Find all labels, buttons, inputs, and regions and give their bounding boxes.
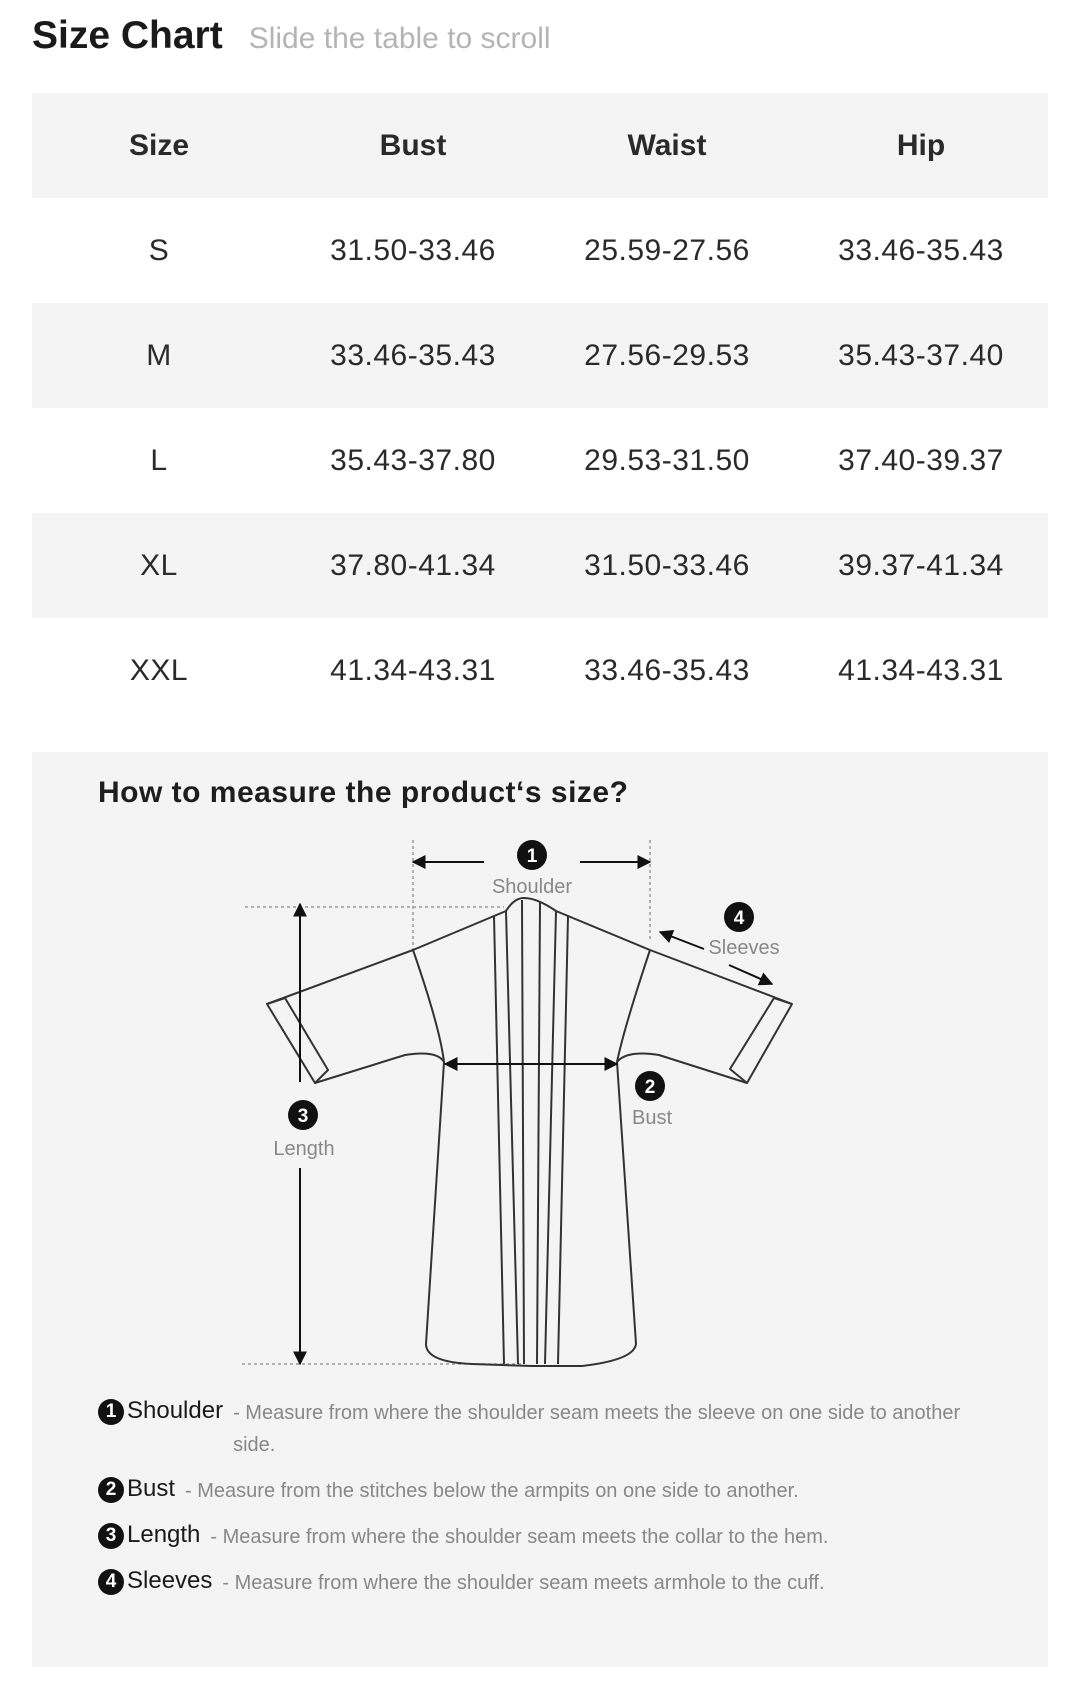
cell-size: XXL <box>129 653 189 687</box>
note-label: Length <box>127 1521 201 1548</box>
sleeves-badge <box>724 902 754 932</box>
robe-measurement-diagram <box>32 752 1048 1392</box>
note-description: - Measure from the stitches below the armpits on one side to another. <box>185 1480 799 1502</box>
sleeve-arrow-up <box>660 932 704 949</box>
note-length <box>98 1521 998 1553</box>
note-label: Bust <box>127 1475 176 1502</box>
measure-guide <box>32 752 1048 1667</box>
number-badge-icon: 4 <box>98 1569 124 1595</box>
cell-hip: 37.40-39.37 <box>838 443 1004 477</box>
cell-hip: 39.37-41.34 <box>838 548 1004 582</box>
column-header-size: Size <box>128 128 190 162</box>
cell-bust: 37.80-41.34 <box>330 548 496 582</box>
table-row <box>32 198 1048 303</box>
number-badge-icon: 2 <box>98 1477 124 1503</box>
svg-text:1: 1 <box>526 846 538 867</box>
cell-bust: 35.43-37.80 <box>330 443 496 477</box>
sleeve-arrow-down <box>729 965 772 984</box>
cell-bust: 31.50-33.46 <box>330 233 496 267</box>
table-row <box>32 303 1048 408</box>
svg-text:2: 2 <box>644 1077 656 1098</box>
length-badge <box>288 1100 318 1130</box>
measurement-notes <box>98 1397 998 1613</box>
cell-hip: 41.34-43.31 <box>838 653 1004 687</box>
sleeves-label: Sleeves <box>708 937 780 959</box>
cell-hip: 33.46-35.43 <box>838 233 1004 267</box>
guide-title: How to measure the product‘s size? <box>98 776 629 809</box>
svg-text:3: 3 <box>297 1106 309 1127</box>
bust-badge <box>635 1071 665 1101</box>
length-label: Length <box>273 1138 335 1160</box>
cell-size: M <box>146 338 172 372</box>
note-label: Sleeves <box>127 1567 213 1594</box>
number-badge-icon: 1 <box>98 1399 124 1425</box>
table-header-row <box>32 93 1048 198</box>
number-badge-icon: 3 <box>98 1523 124 1549</box>
column-header-hip: Hip <box>896 128 946 162</box>
scroll-hint: Slide the table to scroll <box>248 22 551 55</box>
note-sleeves <box>98 1567 998 1599</box>
cell-waist: 29.53-31.50 <box>584 443 750 477</box>
shoulder-label: Shoulder <box>491 876 573 898</box>
cell-waist: 31.50-33.46 <box>584 548 750 582</box>
note-label: Shoulder <box>127 1397 224 1424</box>
column-header-bust: Bust <box>379 128 447 162</box>
page-title: Size Chart <box>32 14 223 57</box>
cell-waist: 27.56-29.53 <box>584 338 750 372</box>
robe-outline <box>267 898 792 1366</box>
note-shoulder <box>98 1397 998 1461</box>
note-description: - Measure from where the shoulder seam meets armhole to the cuff. <box>222 1572 825 1594</box>
note-bust <box>98 1475 998 1507</box>
bust-label: Bust <box>631 1107 673 1129</box>
shoulder-badge <box>517 840 547 870</box>
size-chart-header <box>32 14 551 64</box>
cell-bust: 33.46-35.43 <box>330 338 496 372</box>
table-row <box>32 408 1048 513</box>
note-description: - Measure from where the shoulder seam meets the sleeve on one side to another side. <box>233 1402 961 1456</box>
size-table[interactable] <box>32 93 1048 723</box>
svg-text:4: 4 <box>733 908 745 929</box>
cell-hip: 35.43-37.40 <box>838 338 1004 372</box>
cell-waist: 25.59-27.56 <box>584 233 750 267</box>
cell-size: XL <box>140 548 178 582</box>
table-row <box>32 513 1048 618</box>
note-description: - Measure from where the shoulder seam meets the collar to the hem. <box>210 1526 829 1548</box>
cell-size: L <box>150 443 168 477</box>
table-row <box>32 618 1048 723</box>
cell-waist: 33.46-35.43 <box>584 653 750 687</box>
cell-size: S <box>148 233 170 267</box>
column-header-waist: Waist <box>627 128 707 162</box>
cell-bust: 41.34-43.31 <box>330 653 496 687</box>
